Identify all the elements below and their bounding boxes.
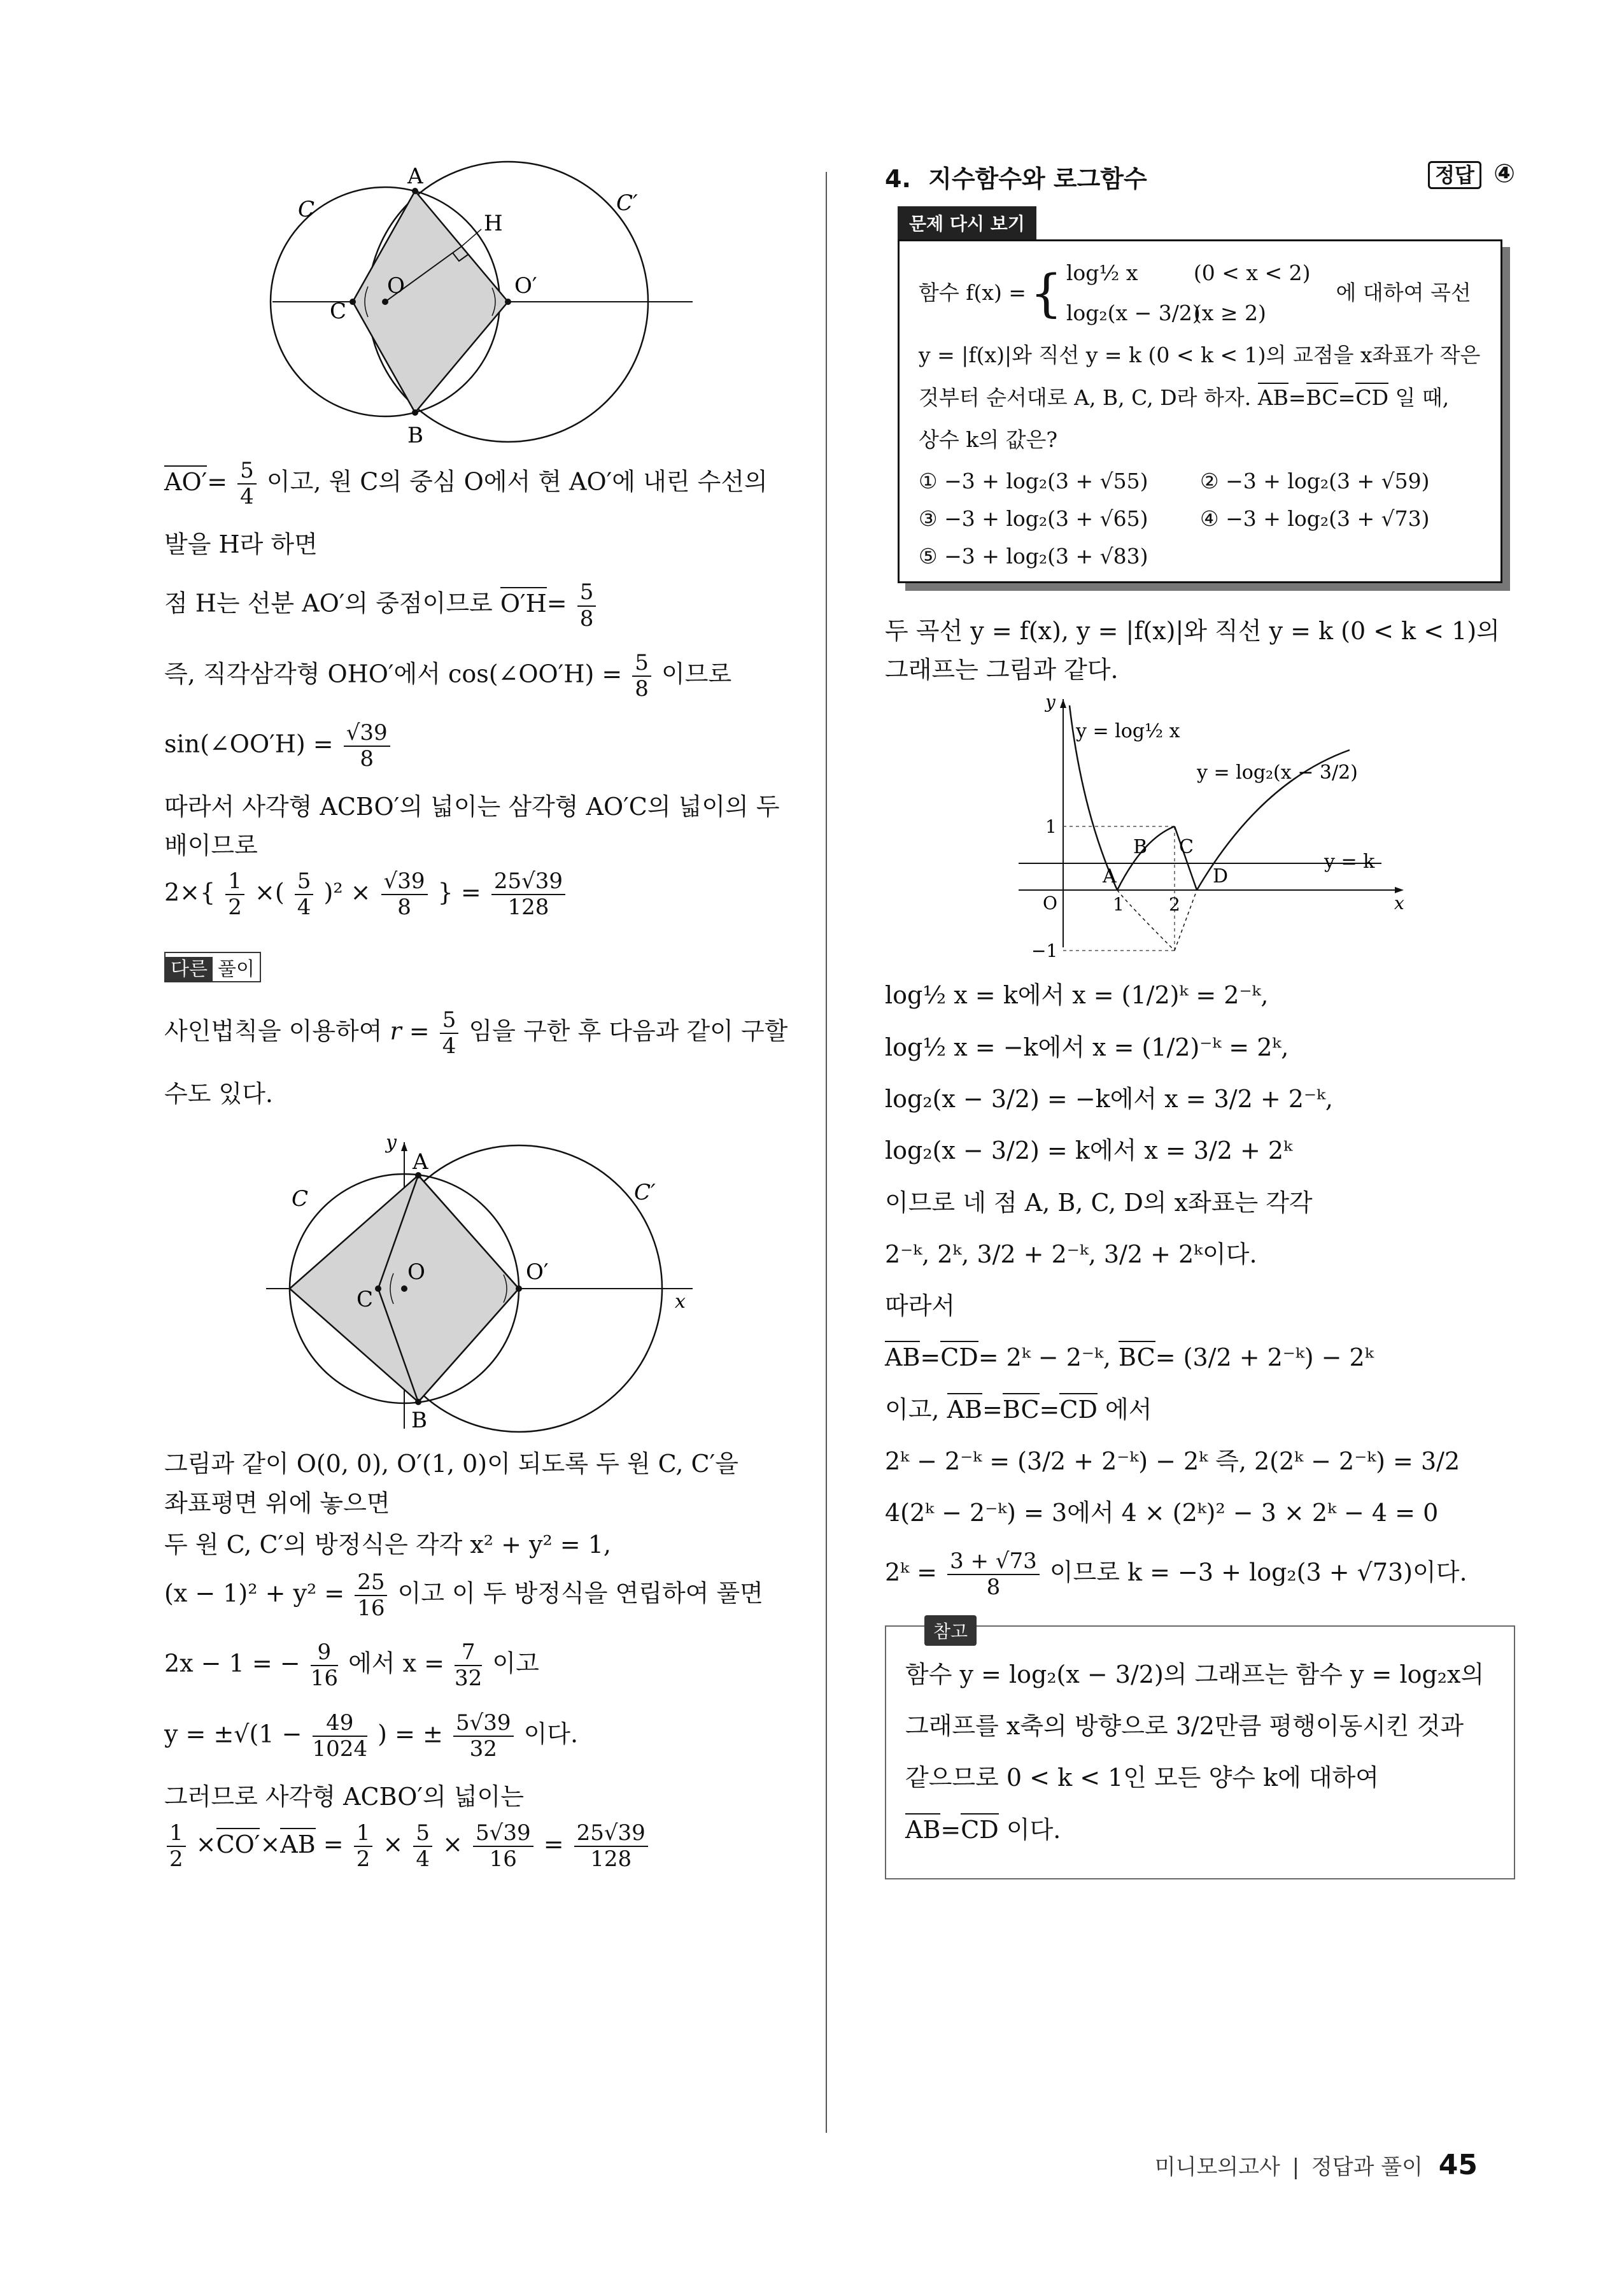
note-line: 같으므로 0 < k < 1인 모든 양수 k에 대하여 xyxy=(905,1764,1380,1792)
fig2-label-Cprime: C′ xyxy=(634,1180,656,1206)
fraction: $\frac{5}{4}$ xyxy=(440,1008,459,1059)
fig1-label-Cprime: C′ xyxy=(616,190,638,216)
fraction: $\frac{1}{2}$ xyxy=(354,1821,373,1872)
function-graph xyxy=(1006,693,1413,960)
fraction: $\frac{25√39}{128}$ xyxy=(491,869,565,920)
page-number: 45 xyxy=(1438,2149,1478,2181)
graph-label-curve1: y = log½ x xyxy=(1076,720,1180,743)
answer-value: ④ xyxy=(1493,159,1515,188)
fig1-label-B: B xyxy=(407,423,423,448)
text-line: 2ᵏ − 2⁻ᵏ = (3/2 + 2⁻ᵏ) − 2ᵏ 즉, 2(2ᵏ − 2⁻ᵏ) = 3/2 xyxy=(885,1447,1460,1475)
text-line: 두 곡선 y = f(x), y = |f(x)|와 직선 y = k (0 < k < 1)의 xyxy=(885,616,1500,645)
text-line: 그림과 같이 O(0, 0), O′(1, 0)이 되도록 두 원 C, C′을 xyxy=(164,1450,738,1478)
note-tag: 참고 xyxy=(924,1615,977,1646)
fraction: $\frac{25}{16}$ xyxy=(355,1570,387,1621)
text-line: (x − 1)² + y² = $\frac{25}{16}$ 이고 이 두 방정식을 연립하여 풀면 xyxy=(164,1569,763,1622)
text-line: sin(∠OO′H) = $\frac{√39}{8}$ xyxy=(164,721,801,772)
graph-label-origin: O xyxy=(1043,893,1057,914)
text-line: 이므로 네 점 A, B, C, D의 x좌표는 각각 xyxy=(885,1188,1313,1217)
fraction: $\frac{5}{8}$ xyxy=(632,651,651,702)
redo-problem-tab: 문제 다시 보기 xyxy=(898,206,1036,239)
text-line: 점 H는 선분 AO′의 중점이므로 O′H= $\frac{5}{8}$ xyxy=(164,580,801,631)
text-line: 두 원 C, C′의 방정식은 각각 x² + y² = 1, xyxy=(164,1530,611,1559)
question-number: 4. xyxy=(885,165,911,193)
fraction: $\frac{√39}{8}$ xyxy=(381,869,428,920)
question-title: 지수함수와 로그함수 xyxy=(928,165,1147,193)
fraction: $\frac{√39}{8}$ xyxy=(344,721,390,772)
text-line: AB=CD= 2ᵏ − 2⁻ᵏ, BC= (3/2 + 2⁻ᵏ) − 2ᵏ xyxy=(885,1341,1515,1374)
problem-line: 것부터 순서대로 A, B, C, D라 하자. AB=BC=CD 일 때, xyxy=(919,384,1481,413)
text-line: 2ᵏ = $\frac{3 + √73}{8}$ 이므로 k = −3 + log₂(3 + √73)이다. xyxy=(885,1548,1467,1600)
footer-section: 정답과 풀이 xyxy=(1311,2154,1423,2180)
text-line: 즉, 직각삼각형 OHO′에서 cos(∠OO′H) = $\frac{5}{8}$ 이므로 xyxy=(164,649,732,702)
text-line: 따라서 xyxy=(885,1292,956,1320)
graph-label-x-two: 2 xyxy=(1169,894,1180,916)
fig2-label-O: O xyxy=(407,1259,425,1285)
text-line: $\frac{1}{2}$ ×CO′×AB = $\frac{1}{2}$ × $\frac{5}{4}$ × $\frac{5√39}{16}$ = $\frac{25√39}{128}$ xyxy=(164,1821,801,1872)
fraction: $\frac{5}{4}$ xyxy=(237,458,257,509)
answer-label: 정답 xyxy=(1428,161,1481,189)
fraction: $\frac{1}{2}$ xyxy=(225,869,244,920)
note-line: 그래프를 x축의 방향으로 3/2만큼 평행이동시킨 것과 xyxy=(905,1712,1464,1741)
text-line: 사인법칙을 이용하여 r = $\frac{5}{4}$ 임을 구한 후 다음과 같이 구할 xyxy=(164,1007,788,1059)
answer-box xyxy=(1428,159,1515,188)
text-line: 배이므로 xyxy=(164,831,258,860)
fig1-label-A: A xyxy=(407,164,423,189)
choice-3[interactable]: ③ −3 + log₂(3 + √65) xyxy=(919,506,1148,531)
fig1-label-C: C xyxy=(298,197,315,222)
text-line: log½ x = k에서 x = (1/2)ᵏ = 2⁻ᵏ, xyxy=(885,981,1269,1010)
fig2-label-y: y xyxy=(386,1131,397,1154)
fraction: $\frac{5√39}{16}$ xyxy=(473,1821,533,1872)
text-line: 2×{ $\frac{1}{2}$ ×( $\frac{5}{4}$ )² × $\frac{√39}{8}$ } = $\frac{25√39}{128}$ xyxy=(164,869,801,920)
choice-2[interactable]: ② −3 + log₂(3 + √59) xyxy=(1200,468,1430,493)
graph-label-y: y xyxy=(1045,693,1056,713)
choice-list xyxy=(919,469,1481,569)
graph-label-line: y = k xyxy=(1324,851,1375,874)
footer-book: 미니모의고사 xyxy=(1154,2154,1280,2180)
fraction: $\frac{5}{4}$ xyxy=(413,1821,432,1872)
text-line: log₂(x − 3/2) = k에서 x = 3/2 + 2ᵏ xyxy=(885,1136,1292,1165)
footer-sep: | xyxy=(1292,2154,1300,2180)
graph-label-y-one: 1 xyxy=(1045,816,1057,838)
note-line: 함수 y = log₂(x − 3/2)의 그래프는 함수 y = log₂x의 xyxy=(905,1660,1485,1688)
fraction: $\frac{1}{2}$ xyxy=(167,1821,186,1872)
fig2-label-x: x xyxy=(675,1291,686,1313)
fig1-label-H: H xyxy=(484,211,503,236)
problem-line: 함수 f(x) = { log½ x (0 < x < 2) log₂(x − 3/2)(x ≥ 2) 에 대하여 곡선 xyxy=(919,260,1471,325)
page-footer xyxy=(1155,2149,1478,2181)
left-column xyxy=(164,159,801,1891)
text-line: 이고, AB=BC=CD 에서 xyxy=(885,1394,1515,1426)
figure-coordinate-circles xyxy=(253,1129,699,1435)
note-box xyxy=(885,1620,1515,1879)
fig2-label-Cpoint: C xyxy=(357,1287,374,1313)
fraction: $\frac{5√39}{32}$ xyxy=(453,1711,514,1762)
graph-label-curve2: y = log₂(x − 3/2) xyxy=(1197,761,1358,784)
text-line: 따라서 사각형 ACBO′의 넓이는 삼각형 AO′C의 넓이의 두 xyxy=(164,793,780,821)
fraction: $\frac{3 + √73}{8}$ xyxy=(947,1549,1040,1600)
graph-label-y-minus-one: −1 xyxy=(1031,940,1058,961)
problem-line: 상수 k의 값은? xyxy=(919,427,1058,453)
graph-label-A: A xyxy=(1103,865,1117,888)
column-divider xyxy=(826,172,827,2133)
redo-tab-wrap xyxy=(885,206,1515,239)
text-line: 수도 있다. xyxy=(164,1080,273,1108)
fraction: $\frac{5}{8}$ xyxy=(577,580,597,631)
fraction: $\frac{7}{32}$ xyxy=(455,1639,483,1692)
choice-5[interactable]: ⑤ −3 + log₂(3 + √83) xyxy=(919,543,1148,569)
fraction: $\frac{25√39}{128}$ xyxy=(574,1821,648,1872)
fraction: $\frac{5}{4}$ xyxy=(295,869,314,920)
graph-label-x: x xyxy=(1394,893,1404,914)
fig1-label-O: O xyxy=(387,273,405,299)
other-solution-tag: 다른 풀이 xyxy=(164,952,801,982)
text-line: log₂(x − 3/2) = −k에서 x = 3/2 + 2⁻ᵏ, xyxy=(885,1084,1333,1113)
graph-label-x-one: 1 xyxy=(1113,894,1124,916)
figure-two-circles xyxy=(260,159,705,452)
text-line: y = ±√(1 − $\frac{49}{1024}$ ) = ± $\frac{5√39}{32}$ 이다. xyxy=(164,1709,579,1762)
problem-line: y = |f(x)|와 직선 y = k (0 < k < 1)의 교점을 x좌표가 작은 xyxy=(919,343,1481,368)
note-line: AB=CD 이다. xyxy=(905,1814,1495,1846)
fig2-label-C: C xyxy=(292,1186,309,1212)
fig2-label-B: B xyxy=(411,1408,427,1434)
question-header xyxy=(885,159,1515,197)
fig2-label-A: A xyxy=(413,1149,428,1175)
text-line: 발을 H라 하면 xyxy=(164,530,318,559)
right-column xyxy=(885,159,1515,1879)
text-line: 좌표평면 위에 놓으면 xyxy=(164,1489,390,1517)
problem-box xyxy=(898,239,1502,583)
text-line: 그러므로 사각형 ACBO′의 넓이는 xyxy=(164,1782,524,1811)
text-line: log½ x = −k에서 x = (1/2)⁻ᵏ = 2ᵏ, xyxy=(885,1033,1289,1061)
graph-label-C: C xyxy=(1179,836,1194,859)
text-line: 4(2ᵏ − 2⁻ᵏ) = 3에서 4 × (2ᵏ)² − 3 × 2ᵏ − 4 = 0 xyxy=(885,1499,1439,1527)
fraction: $\frac{49}{1024}$ xyxy=(312,1709,368,1762)
fraction: $\frac{9}{16}$ xyxy=(310,1639,338,1692)
choice-1[interactable]: ① −3 + log₂(3 + √55) xyxy=(919,468,1148,493)
fig1-label-Cpoint: C xyxy=(330,299,347,324)
graph-label-D: D xyxy=(1213,865,1229,888)
text-line: 그래프는 그림과 같다. xyxy=(885,656,1119,684)
text-line: 2⁻ᵏ, 2ᵏ, 3/2 + 2⁻ᵏ, 3/2 + 2ᵏ이다. xyxy=(885,1240,1257,1268)
text-line: AO′= $\frac{5}{4}$ 이고, 원 C의 중심 O에서 현 AO′에 내린 수선의 xyxy=(164,458,768,510)
choice-4[interactable]: ④ −3 + log₂(3 + √73) xyxy=(1200,506,1430,531)
text-line: 2x − 1 = − $\frac{9}{16}$ 에서 x = $\frac{7}{32}$ 이고 xyxy=(164,1639,539,1692)
graph-label-B: B xyxy=(1133,836,1148,859)
fig2-label-Oprime: O′ xyxy=(526,1259,549,1285)
fig1-label-Oprime: O′ xyxy=(514,273,537,299)
